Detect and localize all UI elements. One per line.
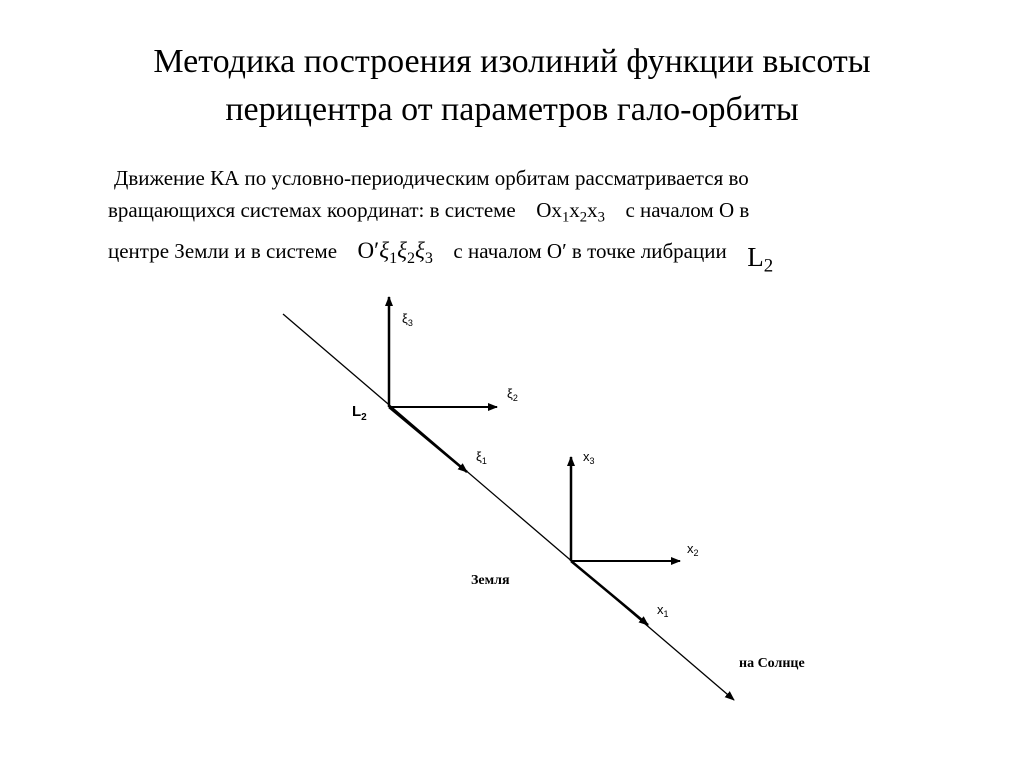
line2-prefix: вращающихся системах координат: в системе <box>108 198 516 222</box>
paragraph-line-1: Движение КА по условно-периодическим орбитам рассматривается во <box>114 166 749 190</box>
x1-label: $x_1$ <box>657 602 669 619</box>
x1-axis <box>571 561 648 625</box>
xi3-label: $\xi_3$ <box>402 311 413 328</box>
x2-label: $x_2$ <box>687 541 699 558</box>
xi1-axis <box>389 407 467 472</box>
sun-direction-label: на Солнце <box>739 656 805 671</box>
line3-prefix: центре Земли и в системе <box>108 239 338 264</box>
line3-mid: с началом <box>453 239 542 264</box>
x3-label: $x_3$ <box>583 449 595 466</box>
xi2-label: $\xi_2$ <box>507 386 518 403</box>
system-oxyz: $Ox_1x_2x_3$ <box>536 198 605 226</box>
line3-suffix: в точке либрации <box>571 239 727 264</box>
libration-point-l2: $L_2$ <box>747 242 774 278</box>
title-line-2: перицентра от параметров гало-орбиты <box>225 91 799 128</box>
l2-point-label: $L_2$ <box>352 403 367 423</box>
origin-o-prime: O′ <box>546 239 567 264</box>
xi1-label: $\xi_1$ <box>476 449 487 466</box>
system-o-xi: $O'\xi_1\xi_2\xi_3$ <box>357 238 433 268</box>
line2-suffix: с началом О в <box>625 198 750 222</box>
earth-label: Земля <box>471 573 510 588</box>
sun-direction-line <box>283 314 734 700</box>
title-line-1: Методика построения изолиний функции высоты <box>153 43 871 80</box>
